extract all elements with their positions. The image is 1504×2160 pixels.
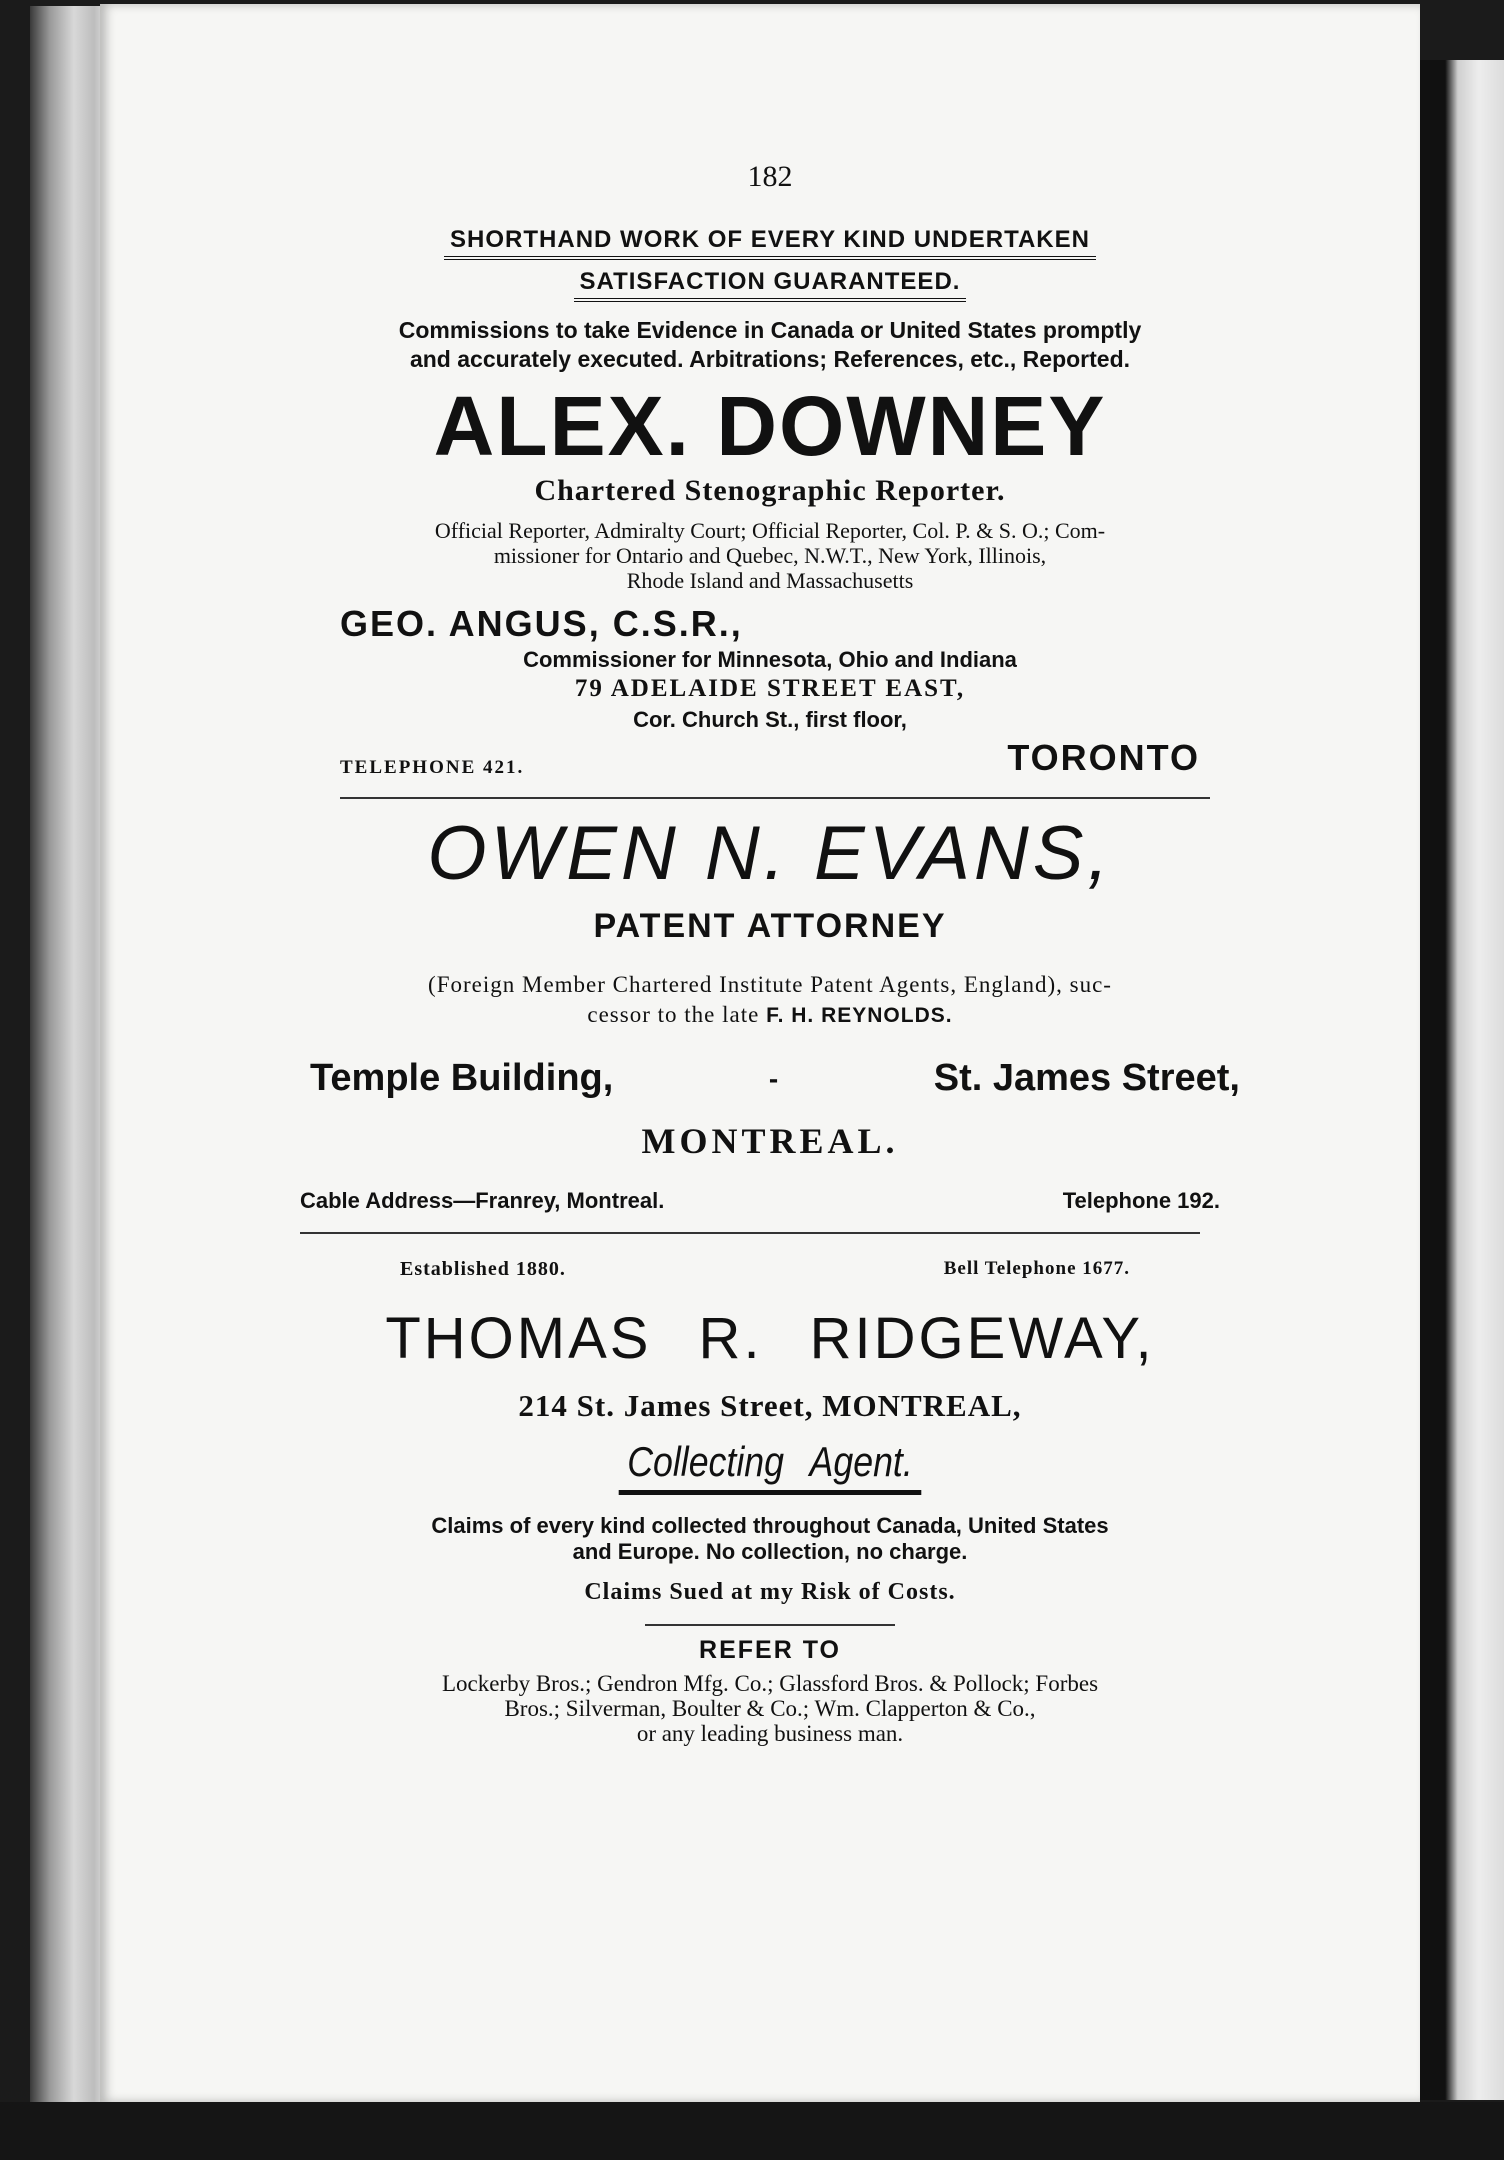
page-content bbox=[300, 160, 1240, 1746]
section-divider bbox=[340, 797, 1210, 799]
evans-contact-row bbox=[300, 1188, 1240, 1214]
evans-cable-address: Cable Address—Franrey, Montreal. bbox=[300, 1188, 665, 1213]
downey-telephone: TELEPHONE 421. bbox=[340, 757, 525, 778]
evans-description bbox=[300, 970, 1240, 1031]
scan-background bbox=[0, 2102, 1504, 2160]
predecessor-name: F. H. REYNOLDS. bbox=[766, 1004, 953, 1027]
ridgeway-established: Established 1880. bbox=[400, 1258, 566, 1280]
evans-telephone: Telephone 192. bbox=[1062, 1188, 1220, 1213]
commission-line: and accurately executed. Arbitrations; References, etc., Reported. bbox=[409, 346, 1131, 372]
headline-shorthand: SHORTHAND WORK OF EVERY KIND UNDERTAKEN bbox=[444, 224, 1096, 260]
official-text bbox=[300, 518, 1240, 593]
official-line: Official Reporter, Admiralty Court; Official Reporter, Col. P. & S. O.; Com- bbox=[434, 518, 1106, 543]
ridgeway-risk-statement: Claims Sued at my Risk of Costs. bbox=[584, 1579, 956, 1605]
book-spine-edge bbox=[30, 6, 110, 2116]
downey-city: TORONTO bbox=[1007, 737, 1200, 778]
evans-building: Temple Building, bbox=[310, 1057, 614, 1099]
description-line: (Foreign Member Chartered Institute Patent Agents, England), suc- bbox=[428, 972, 1112, 997]
description-line bbox=[300, 1000, 1240, 1031]
official-line: Rhode Island and Massachusetts bbox=[626, 568, 914, 593]
downey-name: ALEX. DOWNEY bbox=[433, 379, 1107, 473]
ridgeway-advertisement bbox=[300, 1258, 1240, 1746]
ridgeway-claims bbox=[300, 1513, 1240, 1565]
downey-address: 79 ADELAIDE STREET EAST, bbox=[574, 675, 966, 702]
associate-name: GEO. ANGUS, C.S.R., bbox=[340, 603, 743, 644]
evans-street: St. James Street, bbox=[933, 1057, 1240, 1099]
evans-address-row bbox=[300, 1057, 1240, 1100]
address-separator: - bbox=[768, 1062, 779, 1094]
next-page-edge bbox=[1420, 60, 1504, 2100]
ridgeway-name: THOMAS R. RIDGEWAY, bbox=[385, 1306, 1155, 1371]
description-prefix: cessor to the late bbox=[587, 1002, 760, 1027]
reference-line: or any leading business man. bbox=[636, 1721, 904, 1746]
refer-heading: REFER TO bbox=[699, 1636, 841, 1664]
ridgeway-address: 214 St. James Street, MONTREAL, bbox=[518, 1388, 1022, 1423]
references bbox=[300, 1671, 1240, 1746]
evans-advertisement bbox=[300, 809, 1240, 1214]
headline-satisfaction: SATISFACTION GUARANTEED. bbox=[574, 266, 967, 302]
reference-line: Bros.; Silverman, Boulter & Co.; Wm. Clapperton & Co., bbox=[504, 1696, 1036, 1721]
claims-line: and Europe. No collection, no charge. bbox=[572, 1539, 968, 1564]
downey-advertisement bbox=[300, 224, 1240, 779]
commission-line: Commissions to take Evidence in Canada or United States promptly bbox=[398, 317, 1142, 343]
section-divider bbox=[300, 1232, 1200, 1234]
page-number: 182 bbox=[747, 160, 793, 193]
evans-city: MONTREAL. bbox=[641, 1121, 899, 1161]
ridgeway-header-row bbox=[300, 1258, 1240, 1281]
associate-title: Commissioner for Minnesota, Ohio and Indiana bbox=[523, 647, 1017, 672]
short-divider bbox=[645, 1624, 895, 1626]
ridgeway-title: Collecting Agent. bbox=[619, 1438, 922, 1495]
ridgeway-telephone: Bell Telephone 1677. bbox=[943, 1258, 1130, 1279]
reference-line: Lockerby Bros.; Gendron Mfg. Co.; Glassford Bros. & Pollock; Forbes bbox=[441, 1671, 1099, 1696]
downey-address-detail: Cor. Church St., first floor, bbox=[633, 707, 907, 732]
commission-text bbox=[300, 316, 1240, 374]
evans-title: PATENT ATTORNEY bbox=[593, 907, 947, 945]
downey-contact-row bbox=[300, 737, 1240, 779]
claims-line: Claims of every kind collected throughout Canada, United States bbox=[431, 1513, 1109, 1538]
downey-title: Chartered Stenographic Reporter. bbox=[534, 474, 1006, 507]
evans-name: OWEN N. EVANS, bbox=[427, 811, 1113, 896]
official-line: missioner for Ontario and Quebec, N.W.T., New York, Illinois, bbox=[493, 543, 1047, 568]
